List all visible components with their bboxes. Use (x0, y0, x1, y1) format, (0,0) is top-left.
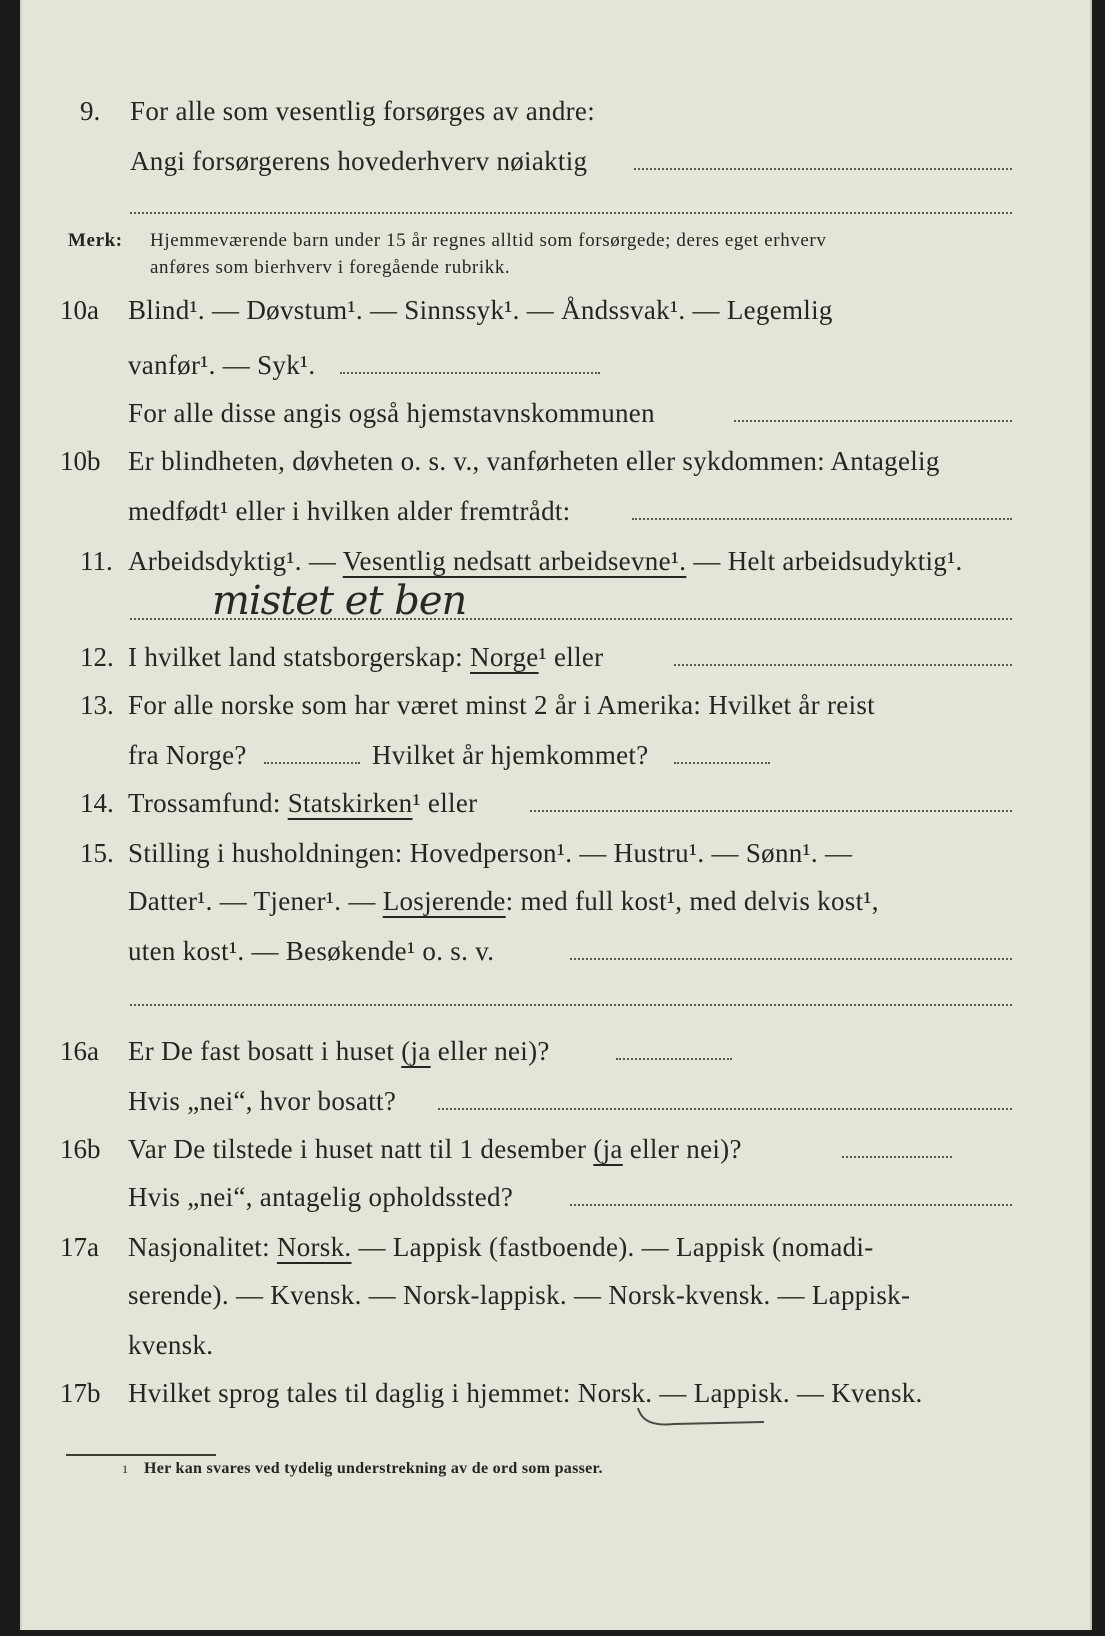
q9-line2: Angi forsørgerens hovederhverv nøiaktig (130, 146, 588, 176)
q16a-eller-nei: eller nei)? (430, 1036, 550, 1066)
q11-answer-line (130, 618, 1012, 620)
q16b-line1 (128, 1134, 742, 1165)
q15-line1: Stilling i husholdningen: Hovedperson¹. — Hustru¹. — Sønn¹. — (128, 838, 853, 868)
q16a-bosatt-line (438, 1108, 1012, 1110)
q13-hjemkommet-line (674, 762, 770, 764)
q16a-ja-underlined: (ja (401, 1036, 431, 1066)
q12-answer-line (674, 664, 1012, 666)
q15-losjerende-underlined: Losjerende (382, 886, 506, 916)
q16b-line2: Hvis „nei“, antagelig opholdssted? (128, 1182, 514, 1212)
q14-number: 14. (80, 788, 114, 818)
q12-norge-underlined: Norge (470, 642, 539, 672)
census-form-page (20, 0, 1092, 1630)
footnote-mark: 1 (122, 1462, 129, 1476)
q17a-line2: serende). — Kvensk. — Norsk-lappisk. — Norsk-kvensk. — Lappisk- (128, 1280, 911, 1310)
q10b-number: 10b (60, 446, 101, 476)
q11-option-udyktig: — Helt arbeidsudyktig¹. (686, 546, 963, 576)
q17a-number: 17a (60, 1232, 99, 1262)
q14-eller: ¹ eller (412, 788, 478, 818)
footnote-rule (66, 1454, 216, 1456)
q15-answer-line-2 (130, 1004, 1012, 1006)
q12-line (128, 642, 603, 673)
merk-line2: anføres som bierhverv i foregående rubrikk. (150, 257, 511, 278)
q16b-number: 16b (60, 1134, 101, 1164)
q13-line2a: fra Norge? (128, 740, 247, 770)
q16a-question: Er De fast bosatt i huset (128, 1036, 402, 1066)
q14-answer-line (530, 810, 1012, 812)
q17b-norsk-handmark (634, 1404, 774, 1430)
q13-line2b: Hvilket år hjemkommet? (372, 740, 649, 770)
q16b-ja-underlined: (ja (593, 1134, 623, 1164)
q16a-answer-line (616, 1058, 732, 1060)
q17a-norsk-underlined: Norsk. (276, 1232, 352, 1262)
q9-answer-line-2 (130, 212, 1012, 214)
q12-question: I hvilket land statsborgerskap: (128, 642, 471, 672)
q16b-question: Var De tilstede i huset natt til 1 desember (128, 1134, 594, 1164)
q17a-line1 (128, 1232, 874, 1263)
q16a-number: 16a (60, 1036, 99, 1066)
q14-line (128, 788, 477, 819)
q14-statskirken-underlined: Statskirken (287, 788, 413, 818)
q16b-eller-nei: eller nei)? (622, 1134, 742, 1164)
q11-option-nedsatt-underlined: Vesentlig nedsatt arbeidsevne¹. (342, 546, 687, 576)
q16a-line2: Hvis „nei“, hvor bosatt? (128, 1086, 397, 1116)
q10a-number: 10a (60, 295, 99, 325)
q12-eller: ¹ eller (538, 642, 604, 672)
q15-kost-options: : med full kost¹, med delvis kost¹, (505, 886, 879, 916)
q10a-line2: vanfør¹. — Syk¹. (128, 350, 316, 380)
q13-number: 13. (80, 690, 114, 720)
q11-handwritten-answer: mistet et ben (212, 578, 467, 624)
q10a-hjemstavn-line (734, 420, 1012, 422)
q10a-line1: Blind¹. — Døvstum¹. — Sinnssyk¹. — Åndssvak¹. — Legemlig (128, 295, 833, 325)
q11-number: 11. (80, 546, 113, 576)
q17a-label: Nasjonalitet: (128, 1232, 277, 1262)
q9-answer-line (634, 168, 1012, 170)
q9-line1: For alle som vesentlig forsørges av andre: (130, 96, 595, 126)
q14-label: Trossamfund: (128, 788, 288, 818)
q15-answer-line (570, 958, 1012, 960)
q17b-line1: Hvilket sprog tales til daglig i hjemmet: Norsk. — Lappisk. — Kvensk. (128, 1378, 923, 1408)
q15-line2 (128, 886, 879, 917)
q15-number: 15. (80, 838, 114, 868)
q17a-line3: kvensk. (128, 1330, 214, 1360)
q15-line3: uten kost¹. — Besøkende¹ o. s. v. (128, 936, 495, 966)
q16a-line1 (128, 1036, 550, 1067)
q10a-answer-line (340, 372, 600, 374)
merk-label: Merk: (68, 230, 123, 251)
q17a-options: — Lappisk (fastboende). — Lappisk (nomadi- (351, 1232, 874, 1262)
merk-line1: Hjemmeværende barn under 15 år regnes alltid som forsørgede; deres eget erhverv (150, 230, 827, 251)
q12-number: 12. (80, 642, 114, 672)
footnote-text: Her kan svares ved tydelig understrekning av de ord som passer. (144, 1460, 603, 1477)
q15-datter-tjener: Datter¹. — Tjener¹. — (128, 886, 383, 916)
q13-reist-line (264, 762, 360, 764)
q10b-line1: Er blindheten, døvheten o. s. v., vanførheten eller sykdommen: Antagelig (128, 446, 940, 476)
q17b-number: 17b (60, 1378, 101, 1408)
q10a-line3: For alle disse angis også hjemstavnskommunen (128, 398, 655, 428)
q16b-answer-line (842, 1156, 952, 1158)
q13-line1: For alle norske som har været minst 2 år i Amerika: Hvilket år reist (128, 690, 875, 720)
q9-number: 9. (80, 96, 101, 126)
q10b-answer-line (632, 518, 1012, 520)
q16b-opholdssted-line (570, 1204, 1012, 1206)
q11-line (128, 546, 963, 577)
q10b-line2: medfødt¹ eller i hvilken alder fremtrådt: (128, 496, 571, 526)
q11-option-arbeidsdyktig: Arbeidsdyktig¹. — (128, 546, 343, 576)
